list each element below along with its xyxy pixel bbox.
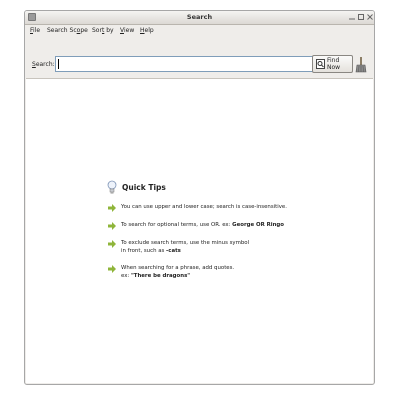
find-now-label: Find Now xyxy=(327,57,341,71)
menu-file-text-rest: ile xyxy=(33,27,41,34)
green-arrow-icon xyxy=(108,265,116,273)
search-row xyxy=(25,56,374,74)
quick-tips-heading: Quick Tips xyxy=(122,183,166,192)
green-arrow-icon xyxy=(108,240,116,248)
green-arrow-icon xyxy=(108,204,116,212)
menu-help-mnemonic: H xyxy=(140,27,145,34)
clear-broom-icon[interactable] xyxy=(355,56,367,73)
results-area xyxy=(26,78,373,383)
search-window xyxy=(24,10,375,385)
green-arrow-icon xyxy=(108,222,116,230)
tip-2-example: George OR Ringo xyxy=(232,222,284,228)
tip-4-example: "There be dragons" xyxy=(130,272,191,279)
menu-search-scope[interactable] xyxy=(47,27,88,34)
close-icon[interactable] xyxy=(366,13,374,21)
menu-sort-text-rest: by xyxy=(104,27,114,34)
find-document-icon xyxy=(316,59,325,69)
title-bar[interactable] xyxy=(25,11,374,25)
menu-view-mnemonic: V xyxy=(120,27,124,34)
window-title: Search xyxy=(186,13,213,21)
tip-4-text: When searching for a phrase, add quotes. xyxy=(121,265,235,271)
text-cursor xyxy=(58,59,59,69)
tip-1-text: You can use upper and lower case; search is case-insensitive. xyxy=(121,204,287,210)
tip-item-2 xyxy=(121,222,284,230)
menu-file[interactable] xyxy=(30,27,40,34)
maximize-icon[interactable] xyxy=(357,13,365,21)
menu-sort-mnemonic: t xyxy=(101,27,105,34)
tip-4-text-line2: ex: xyxy=(121,272,131,279)
search-label-mnemonic: S xyxy=(32,61,36,68)
tip-3-text-line2: in front, such as xyxy=(121,247,167,254)
tip-3-example: -cats xyxy=(166,247,181,254)
menu-help[interactable] xyxy=(140,27,154,34)
menu-view-text-rest: iew xyxy=(123,27,135,34)
menu-view[interactable] xyxy=(120,27,134,34)
menu-scope-text: Search Sc xyxy=(47,27,77,34)
search-input[interactable] xyxy=(55,56,334,72)
tip-item-4 xyxy=(121,265,234,280)
tip-item-1 xyxy=(121,204,287,212)
find-now-button[interactable] xyxy=(312,55,353,73)
menu-sort-text: Sor xyxy=(92,27,102,34)
minimize-icon[interactable] xyxy=(348,13,356,21)
search-label-text: earch: xyxy=(35,61,55,68)
menu-help-text-rest: elp xyxy=(144,27,154,34)
tip-2-text: To search for optional terms, use OR. ex: xyxy=(121,222,233,228)
lightbulb-icon xyxy=(107,180,117,194)
menu-scope-text-rest: pe xyxy=(80,27,88,34)
tip-3-text: To exclude search terms, use the minus symbol xyxy=(121,240,250,246)
menu-scope-mnemonic: o xyxy=(76,27,81,34)
menu-file-mnemonic: F xyxy=(30,27,34,34)
search-label xyxy=(32,61,55,68)
tip-item-3 xyxy=(121,240,249,255)
menu-sort-by[interactable] xyxy=(92,27,114,34)
menu-bar xyxy=(25,25,374,37)
